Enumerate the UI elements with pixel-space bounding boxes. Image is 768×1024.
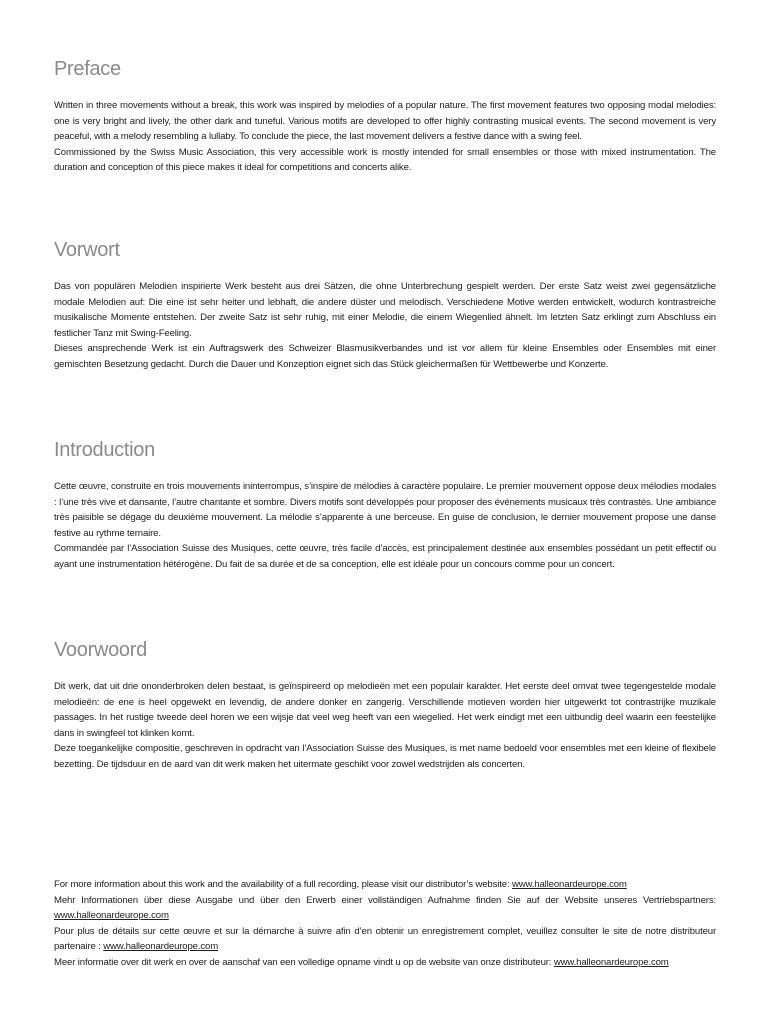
- footer-line: [54, 924, 716, 955]
- section-heading-introduction: Introduction: [54, 439, 155, 461]
- distributor-footer: [54, 877, 716, 971]
- distributor-link[interactable]: www.halleonardeurope.com: [553, 956, 669, 968]
- paragraph: Dit werk, dat uit drie ononderbroken delen bestaat, is geïnspireerd op melodieën met een populair karakter. Het eerste deel omvat twee tegengestelde modale melodieën: de ene is heel opgewekt en levendig, de andere donker en zangerig. Verschillende motieven worden hier uitgewerkt tot contrastrijke muzikale passages. In het rustige tweede deel horen we een wijsje dat veel weg heeft van een wiegelied. Het werk eindigt met een uitbundig deel waarin een feestelijke dans in swingfeel tot klinken komt.: [54, 681, 716, 739]
- paragraph: Commandée par l’Association Suisse des Musiques, cette œuvre, très facile d’accès, est principalement destinée aux ensembles possédant un petit effectif ou ayant une instrumentation hétérogène. Du fait de sa durée et de sa conception, elle est idéale pour un concours comme pour un concert.: [54, 543, 716, 570]
- section-heading-preface: Preface: [54, 58, 121, 80]
- footer-line: [54, 955, 716, 971]
- section-heading-voorwoord: Voorwoord: [54, 639, 147, 661]
- paragraph: Das von populären Melodien inspirierte Werk besteht aus drei Sätzen, die ohne Unterbrechung gespielt werden. Der erste Satz weist zwei gegensätzliche modale Melodien auf: Die eine ist sehr heiter und lebhaft, die andere düster und melodisch. Verschiedene Motive werden entwickelt, wodurch kontrastreiche musikalische Momente entstehen. Der zweite Satz ist sehr ruhig, mit einer Melodie, die einem Wiegenlied ähnelt. Im letzten Satz erklingt zum Abschluss ein festlicher Tanz mit Swing-Feeling.: [54, 281, 716, 339]
- paragraph: Deze toegankelijke compositie, geschreven in opdracht van l’Association Suisse des Musiques, is met name bedoeld voor ensembles met een kleine of flexibele bezetting. De tijdsduur en de aard van dit werk maken het uitermate geschikt voor zowel wedstrijden als concerten.: [54, 743, 716, 770]
- paragraph: Cette œuvre, construite en trois mouvements ininterrompus, s’inspire de mélodies à caractère populaire. Le premier mouvement oppose deux mélodies modales : l’une très vive et dansante, l’autre chantante et sombre. Divers motifs sont développés pour proposer des événements musicaux très contrastés. Une ambiance très paisible se dégage du deuxième mouvement. La mélodie s’apparente à une berceuse. En guise de conclusion, le dernier mouvement propose une danse festive au rythme ternaire.: [54, 481, 716, 539]
- section-heading-vorwort: Vorwort: [54, 239, 120, 261]
- distributor-link[interactable]: www.halleonardeurope.com: [103, 941, 219, 953]
- section-introduction: [54, 439, 716, 573]
- paragraph: Dieses ansprechende Werk ist ein Auftragswerk des Schweizer Blasmusikverbandes und ist vor allem für kleine Ensembles oder Ensembles mit einer gemischten Besetzung gedacht. Durch die Dauer und Konzeption eignet sich das Stück gleichermaßen für Wettbewerbe und Konzerte.: [54, 343, 716, 370]
- paragraph: Commissioned by the Swiss Music Association, this very accessible work is mostly intended for small ensembles or those with mixed instrumentation. The duration and conception of this piece makes it ideal for competitions and concerts alike.: [54, 146, 716, 174]
- section-voorwoord: [54, 639, 716, 773]
- section-vorwort: [54, 239, 716, 373]
- footer-line: [54, 893, 716, 924]
- distributor-link[interactable]: www.halleonardeurope.com: [54, 910, 169, 922]
- section-preface: [54, 58, 716, 176]
- footer-text: Pour plus de détails sur cette œuvre et sur la démarche à suivre afin d’en obtenir un enregistrement complet, veuillez consulter le site de notre distributeur partenaire :: [54, 925, 716, 953]
- paragraph: Written in three movements without a break, this work was inspired by melodies of a popular nature. The first movement features two opposing modal melodies: one is very bright and lively, the other dark and tuneful. Various motifs are developed to offer highly contrasting musical events. The second movement is very peaceful, with a melody resembling a lullaby. To conclude the piece, the last movement delivers a festive dance with a swing feel.: [54, 100, 716, 143]
- footer-line: [54, 877, 716, 893]
- footer-text: Meer informatie over dit werk en over de aanschaf van een volledige opname vindt u op de website van onze distributeur:: [54, 956, 554, 968]
- footer-text: For more information about this work and the availability of a full recording, please visit our distributor’s website:: [54, 879, 512, 890]
- footer-text: Mehr Informationen über diese Ausgabe und über den Erwerb einer vollständigen Aufnahme finden Sie auf der Website unseres Vertriebspartners:: [54, 894, 716, 906]
- distributor-link[interactable]: www.halleonardeurope.com: [511, 879, 627, 890]
